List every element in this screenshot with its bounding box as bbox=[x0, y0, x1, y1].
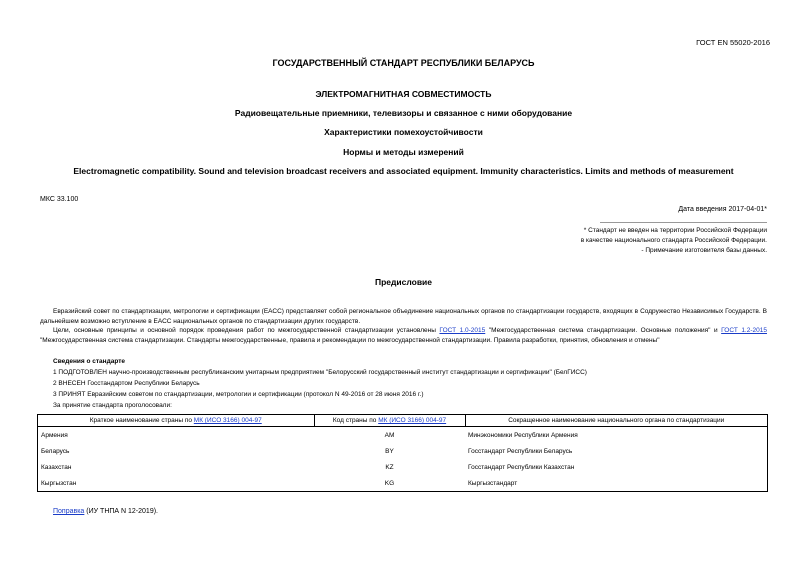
column-header-code: Код страны по МК (ИСО 3166) 004-97 bbox=[314, 415, 465, 427]
code-cell: AM bbox=[384, 431, 395, 439]
mk-iso-link-2[interactable]: МК (ИСО 3166) 004-97 bbox=[378, 417, 447, 424]
preface-paragraph-2 bbox=[40, 326, 767, 345]
mks-code: МКС 33.100 bbox=[40, 196, 79, 203]
org-cell: Госстандарт Республики Казахстан bbox=[465, 459, 768, 475]
standard-heading: ГОСУДАРСТВЕННЫЙ СТАНДАРТ РЕСПУБЛИКИ БЕЛАРУСЬ bbox=[272, 58, 535, 68]
info-item-1: 1 ПОДГОТОВЛЕН научно-производственным республиканским унитарным предприятием "Белорусский государственный институт стандартизации и сертификации" (БелГИСС) bbox=[53, 369, 587, 376]
voting-countries-table bbox=[37, 414, 768, 492]
footnote-line-2: в качестве национального стандарта Российской Федерации. bbox=[580, 237, 767, 244]
code-cell: KZ bbox=[385, 463, 394, 471]
gost-1-0-link[interactable]: ГОСТ 1.0-2015 bbox=[439, 327, 486, 334]
info-item-3: 3 ПРИНЯТ Евразийским советом по стандартизации, метрологии и сертификации (протокол N 49-2016 от 28 июня 2016 г.) bbox=[53, 391, 424, 398]
footnote-line-1: * Стандарт не введен на территории Российской Федерации bbox=[583, 227, 767, 234]
country-cell: Казахстан bbox=[38, 459, 315, 475]
preface-title: Предисловие bbox=[374, 277, 433, 287]
title-line-3: Нормы и методы измерений bbox=[343, 147, 464, 157]
info-item-2: 2 ВНЕСЕН Госстандартом Республики Беларусь bbox=[53, 380, 200, 387]
info-title: Сведения о стандарте bbox=[53, 358, 126, 365]
country-cell: Армения bbox=[38, 427, 315, 444]
title-line-1: Радиовещательные приемники, телевизоры и связанное с ними оборудование bbox=[234, 108, 573, 118]
country-cell: Кыргызстан bbox=[38, 475, 315, 492]
amendment-text: (ИУ ТНПА N 12-2019). bbox=[84, 508, 158, 515]
english-title: Electromagnetic compatibility. Sound and television broadcast receivers and associated equipment. Immunity characteristics. Limits and methods of measurement bbox=[73, 166, 734, 176]
preface-paragraph-1: Евразийский совет по стандартизации, метрологии и сертификации (ЕАСС) представляет собой региональное объединение национальных органов по стандартизации государств, входящих в Содружество Независимых Государств. В дальнейшем возможно вступление в ЕАСС национальных органов по стандартизации других государств. bbox=[40, 308, 767, 325]
org-cell: Минэкономики Республики Армения bbox=[465, 427, 768, 444]
code-cell: KG bbox=[314, 475, 465, 492]
org-cell: Госстандарт Республики Беларусь bbox=[465, 443, 768, 459]
amendment-link[interactable]: Поправка bbox=[53, 508, 85, 515]
mk-iso-link-1[interactable]: МК (ИСО 3166) 004-97 bbox=[193, 417, 262, 424]
document-code: ГОСТ EN 55020-2016 bbox=[696, 38, 770, 47]
gost-1-2-link[interactable]: ГОСТ 1.2-2015 bbox=[721, 327, 767, 334]
introduction-date: Дата введения 2017-04-01* bbox=[678, 206, 767, 213]
column-header-country: Краткое наименование страны по МК (ИСО 3166) 004-97 bbox=[38, 415, 315, 427]
para2-text-c: "Межгосударственная система стандартизации. Стандарты межгосударственные, правила и рекомендации по межгосударственной стандартизации. Правила разработки, принятия, обновления и отмены" bbox=[40, 336, 660, 344]
org-cell: Кыргызстандарт bbox=[465, 475, 768, 492]
column-header-org: Сокращенное наименование национального органа по стандартизации bbox=[465, 415, 768, 427]
para2-text-a: Цели, основные принципы и основной порядок проведения работ по межгосударственной стандартизации установлены bbox=[53, 327, 440, 334]
title-line-2: Характеристики помехоустойчивости bbox=[324, 127, 483, 137]
footnote-divider bbox=[600, 222, 767, 223]
para2-text-b: "Межгосударственная система стандартизации. Основные положения" и bbox=[485, 327, 722, 334]
amendment-note bbox=[53, 508, 158, 515]
subject-heading: ЭЛЕКТРОМАГНИТНАЯ СОВМЕСТИМОСТЬ bbox=[315, 89, 492, 99]
footnote-line-3: - Примечание изготовителя базы данных. bbox=[641, 247, 767, 254]
table-header-row bbox=[38, 415, 768, 427]
code-cell: BY bbox=[385, 447, 394, 455]
table-row bbox=[38, 459, 768, 475]
table-row bbox=[38, 427, 768, 444]
country-cell: Беларусь bbox=[38, 443, 315, 459]
info-item-4: За принятие стандарта проголосовали: bbox=[53, 402, 172, 409]
table-row bbox=[38, 475, 768, 492]
table-row bbox=[38, 443, 768, 459]
